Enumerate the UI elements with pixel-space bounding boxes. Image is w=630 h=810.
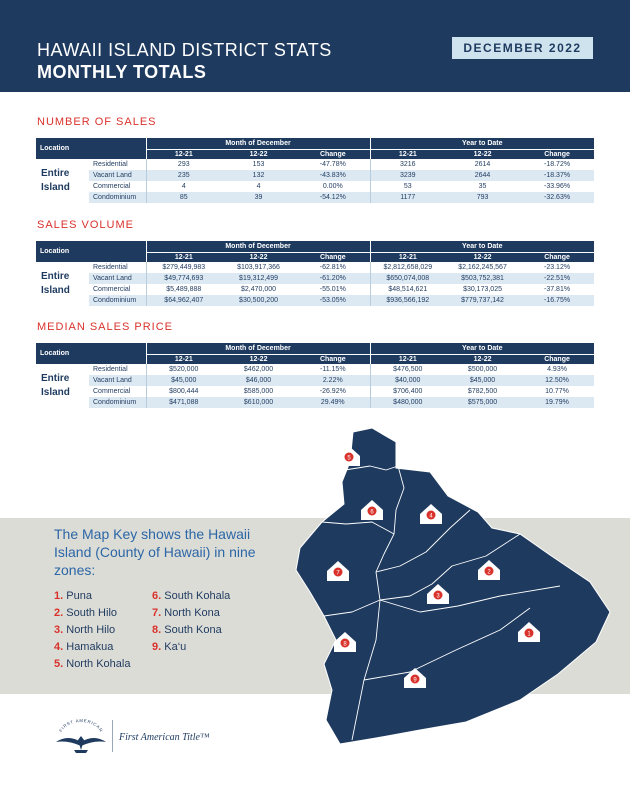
property-type: Condominium [89,295,146,306]
month-curr-value: $610,000 [221,397,296,408]
month-curr-value: $585,000 [243,388,274,395]
month-prev-value: $64,962,407 [146,295,221,306]
median-section-title: MEDIAN SALES PRICE [37,321,173,333]
ytd-change-value: -32.63% [520,192,594,203]
zone-name: North Kona [164,607,220,619]
zone-name: South Kona [164,624,222,636]
property-type: Residential [93,366,128,373]
month-prev-value: $279,449,983 [146,262,221,273]
month-change-value: -47.78% [319,161,346,168]
ytd-change-value: -18.72% [543,161,571,168]
marker-label: 2 [487,569,491,576]
ytd-prev-value: $2,812,658,029 [370,262,445,273]
region-label: Entire Island [36,364,89,408]
month-change-value: -61.20% [296,273,370,284]
map-marker-1[interactable] [518,622,540,642]
month-change-value: -55.01% [319,286,346,293]
zone-number: 2. [54,607,64,619]
ytd-curr-value: $503,752,381 [445,273,520,284]
marker-label: 6 [370,509,374,516]
property-type: Vacant Land [89,375,146,386]
month-prev-value: $5,489,888 [146,284,221,295]
location-header: Location [36,138,146,159]
ytd-change-value: 10.77% [545,388,569,395]
zone-name: North Kohala [66,658,131,670]
month-prev-value: $800,444 [146,386,221,397]
marker-label: 8 [343,641,347,648]
eagle-logo-icon [50,716,112,756]
col-header-change: Change [520,354,594,364]
marker-label: 1 [527,631,531,638]
month-prev-value: 293 [146,159,221,170]
map-marker-8[interactable] [334,632,356,652]
logo-arc-text: FIRST AMERICAN [57,717,105,734]
zone-name: South Hilo [66,607,118,619]
ytd-change-value: -23.12% [543,264,571,271]
ytd-group-header: Year to Date [370,241,594,252]
month-change-value: -11.15% [319,366,346,373]
ytd-change-value: -33.96% [543,183,571,190]
ytd-prev-value: $48,514,621 [370,284,445,295]
svg-text:FIRST AMERICAN [58,718,104,733]
ytd-group-header: Year to Date [370,138,594,149]
zone-number: 1. [54,590,64,602]
month-prev-value: 85 [146,192,221,203]
month-curr-value: $46,000 [221,375,296,386]
ytd-curr-value: $779,737,142 [445,295,520,306]
month-curr-value: 132 [221,170,296,181]
col-header-change: Change [296,252,370,262]
zone-number: 9. [152,641,162,653]
col-header-change: Change [296,354,370,364]
month-curr-value: $462,000 [243,366,274,373]
logo-divider [112,720,113,752]
month-prev-value: 4 [146,181,221,192]
col-header-12-21: 12-21 [370,149,445,159]
map-marker-6[interactable] [361,500,383,520]
brand-name: First American Title™ [119,732,210,743]
month-group-header: Month of December [146,138,370,149]
month-curr-value: 4 [256,183,261,190]
month-change-value: -53.05% [296,295,370,306]
zone-name: Ka‘u [164,641,187,653]
col-header-12-21: 12-21 [370,252,445,262]
property-type: Residential [93,264,128,271]
marker-label: 7 [336,570,340,577]
ytd-change-value: 12.50% [520,375,594,386]
marker-label: 9 [413,677,417,684]
map-marker-7[interactable] [327,561,349,581]
col-header-change: Change [296,149,370,159]
map-marker-4[interactable] [420,504,442,524]
month-prev-value: $49,774,693 [146,273,221,284]
ytd-prev-value: 53 [370,181,445,192]
property-type: Residential [93,161,128,168]
ytd-prev-value: 3239 [370,170,445,181]
month-curr-value: $19,312,499 [221,273,296,284]
ytd-curr-value: $782,500 [467,388,498,395]
ytd-change-value: -37.81% [543,286,571,293]
property-type: Commercial [93,388,131,395]
col-header-12-22: 12-22 [221,354,296,364]
col-header-12-21: 12-21 [146,149,221,159]
ytd-prev-value: $936,566,192 [370,295,445,306]
col-header-12-22: 12-22 [221,149,296,159]
property-type: Condominium [89,192,146,203]
zone-number: 8. [152,624,162,636]
zone-name: Puna [66,590,92,602]
volume-section-title: SALES VOLUME [37,219,134,231]
month-change-value: -43.83% [296,170,370,181]
ytd-prev-value: 1177 [370,192,445,203]
map-marker-9[interactable] [404,668,426,688]
col-header-change: Change [520,252,594,262]
ytd-change-value: 19.79% [520,397,594,408]
ytd-curr-value: 2644 [445,170,520,181]
ytd-curr-value: $2,162,245,567 [458,264,507,271]
property-type: Vacant Land [89,170,146,181]
ytd-prev-value: $40,000 [370,375,445,386]
property-type: Vacant Land [89,273,146,284]
zone-number: 5. [54,658,64,670]
marker-label: 5 [347,455,351,462]
col-header-change: Change [520,149,594,159]
col-header-12-21: 12-21 [370,354,445,364]
location-header: Location [36,241,146,262]
month-prev-value: 235 [146,170,221,181]
month-change-value: 2.22% [296,375,370,386]
ytd-change-value: -18.37% [520,170,594,181]
month-prev-value: $520,000 [146,364,221,375]
map-marker-5[interactable] [338,446,360,466]
page-subtitle: MONTHLY TOTALS [37,62,207,82]
zone-number: 3. [54,624,64,636]
zone-name: Hamakua [66,641,114,653]
property-type: Commercial [93,183,131,190]
month-prev-value: $45,000 [146,375,221,386]
map-key-intro: The Map Key shows the Hawaii Island (County of Hawaii) in nine zones: [54,526,256,578]
ytd-change-value: -16.75% [520,295,594,306]
zone-name: North Hilo [66,624,116,636]
ytd-curr-value: 2614 [474,161,491,168]
month-change-value: 29.49% [296,397,370,408]
month-group-header: Month of December [146,241,370,252]
ytd-group-header: Year to Date [370,343,594,354]
region-label: Entire Island [36,159,89,203]
col-header-12-22: 12-22 [445,354,520,364]
marker-label: 3 [436,593,440,600]
ytd-curr-value: $30,173,025 [463,286,502,293]
month-curr-value: $30,500,200 [221,295,296,306]
month-change-value: 0.00% [322,183,343,190]
page-title: HAWAII ISLAND DISTRICT STATS [37,40,332,60]
map-marker-2[interactable] [478,560,500,580]
col-header-12-22: 12-22 [445,252,520,262]
ytd-curr-value: $500,000 [467,366,498,373]
month-change-value: -62.81% [319,264,346,271]
month-group-header: Month of December [146,343,370,354]
marker-label: 4 [429,513,433,520]
col-header-12-21: 12-21 [146,252,221,262]
zone-number: 4. [54,641,64,653]
ytd-prev-value: $650,074,008 [370,273,445,284]
sales-section-title: NUMBER OF SALES [37,116,157,128]
region-label: Entire Island [36,262,89,306]
month-curr-value: $2,470,000 [240,286,277,293]
property-type: Commercial [93,286,131,293]
col-header-12-22: 12-22 [221,252,296,262]
date-badge: DECEMBER 2022 [452,37,593,59]
zone-number: 7. [152,607,162,619]
ytd-curr-value: 793 [445,192,520,203]
ytd-change-value: -22.51% [520,273,594,284]
month-change-value: -26.92% [319,388,346,395]
property-type: Condominium [89,397,146,408]
ytd-change-value: 4.93% [547,366,567,373]
ytd-prev-value: $480,000 [370,397,445,408]
zone-name: South Kohala [164,590,231,602]
ytd-curr-value: $45,000 [445,375,520,386]
ytd-prev-value: $706,400 [370,386,445,397]
ytd-prev-value: 3216 [370,159,445,170]
month-curr-value: $103,917,366 [237,264,280,271]
col-header-12-22: 12-22 [445,149,520,159]
month-curr-value: 153 [252,161,265,168]
month-curr-value: 39 [221,192,296,203]
month-change-value: -54.12% [296,192,370,203]
zone-number: 6. [152,590,162,602]
month-prev-value: $471,088 [146,397,221,408]
location-header: Location [36,343,146,364]
ytd-curr-value: $575,000 [445,397,520,408]
map-marker-3[interactable] [427,584,449,604]
ytd-curr-value: 35 [478,183,487,190]
col-header-12-21: 12-21 [146,354,221,364]
ytd-prev-value: $476,500 [370,364,445,375]
